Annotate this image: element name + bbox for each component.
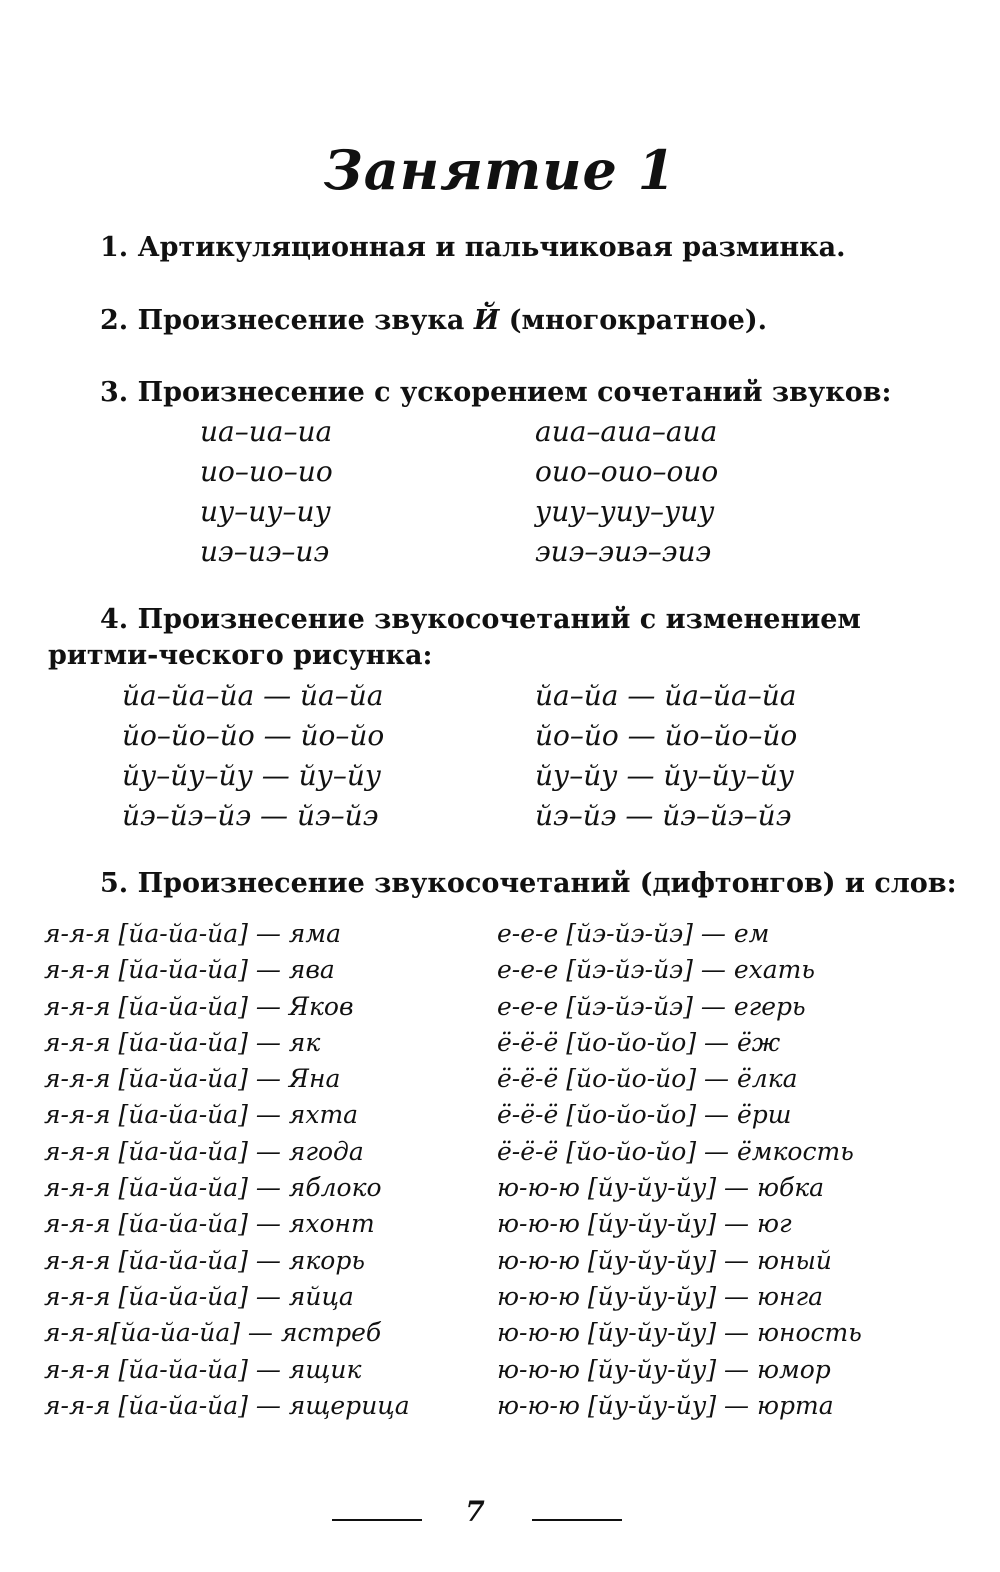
list-item: эиэ–эиэ–эиэ <box>535 535 712 568</box>
list-item: е-е-е [йэ-йэ-йэ] — егерь <box>497 991 806 1021</box>
sound-letter: Й <box>473 305 500 336</box>
list-item: йа–йа — йа–йа–йа <box>535 679 797 712</box>
page-number: 7 <box>465 1495 485 1528</box>
list-item: ю-ю-ю [йу-йу-йу] — юбка <box>497 1173 825 1203</box>
list-item: ё-ё-ё [йо-йо-йо] — ёлка <box>497 1064 798 1094</box>
section-4-heading <box>48 602 918 674</box>
list-item: я-я-я [йа-йа-йа] — яйца <box>44 1281 354 1311</box>
section-number: 4. <box>100 604 129 635</box>
list-item: йа–йа–йа — йа–йа <box>122 679 384 712</box>
list-item: ю-ю-ю [йу-йу-йу] — юнга <box>497 1281 823 1311</box>
section-5-right-column <box>497 916 862 1424</box>
list-item: я-я-я [йа-йа-йа] — ягода <box>44 1136 364 1166</box>
section-5-left-column <box>44 916 410 1424</box>
section-2-heading <box>100 303 767 339</box>
list-item: йу–йу — йу–йу–йу <box>535 759 795 792</box>
section-1-heading <box>100 230 846 266</box>
footer-rule-right <box>532 1519 622 1521</box>
page-title: Занятие 1 <box>323 138 677 202</box>
list-item: ю-ю-ю [йу-йу-йу] — юмор <box>497 1354 831 1384</box>
list-item: ио–ио–ио <box>200 455 333 488</box>
section-3-left-column <box>200 412 333 572</box>
list-item: ю-ю-ю [йу-йу-йу] — юный <box>497 1245 832 1275</box>
list-item: я-я-я [йа-йа-йа] — як <box>44 1027 321 1057</box>
list-item: йэ–йэ–йэ — йэ–йэ <box>122 799 379 832</box>
section-3-right-column <box>535 412 718 572</box>
footer-rule-left <box>332 1519 422 1521</box>
list-item: оио–оио–оио <box>535 455 719 488</box>
list-item: ю-ю-ю [йу-йу-йу] — юг <box>497 1209 792 1239</box>
section-number: 5. <box>100 868 129 899</box>
list-item: я-я-я [йа-йа-йа] — ява <box>44 955 335 985</box>
list-item: иа–иа–иа <box>200 415 333 448</box>
list-item: йо–йо–йо — йо–йо <box>122 719 385 752</box>
list-item: я-я-я [йа-йа-йа] — ящик <box>44 1354 362 1384</box>
list-item: иэ–иэ–иэ <box>200 535 330 568</box>
list-item: иу–иу–иу <box>200 495 331 528</box>
list-item: я-я-я [йа-йа-йа] — Яна <box>44 1064 341 1094</box>
list-item: йу–йу–йу — йу–йу <box>122 759 382 792</box>
section-number: 1. <box>100 232 129 263</box>
list-item: я-я-я [йа-йа-йа] — яма <box>44 919 341 948</box>
list-item: я-я-я [йа-йа-йа] — Яков <box>44 991 354 1021</box>
section-text: Произнесение с ускорением сочетаний звуков: <box>137 377 892 408</box>
list-item: йэ–йэ — йэ–йэ–йэ <box>535 799 792 832</box>
list-item: ю-ю-ю [йу-йу-йу] — юность <box>497 1318 862 1348</box>
section-4-right-column <box>535 676 797 836</box>
list-item: уиу–уиу–уиу <box>535 495 715 528</box>
section-3-heading <box>100 375 891 411</box>
section-number: 3. <box>100 377 129 408</box>
section-number: 2. <box>100 305 129 336</box>
list-item: я-я-я [йа-йа-йа] — яблоко <box>44 1173 382 1203</box>
section-5-heading <box>100 866 957 902</box>
section-text: Произнесение звука <box>137 305 474 336</box>
section-text: Артикуляционная и пальчиковая разминка. <box>137 232 846 263</box>
list-item: я-я-я [йа-йа-йа] — яхонт <box>44 1209 375 1239</box>
section-text: Произнесение звукосочетаний с изменением ритми-ческого рисунка: <box>48 604 861 671</box>
list-item: я-я-я[йа-йа-йа] — ястреб <box>44 1318 382 1348</box>
section-text: Произнесение звукосочетаний (дифтонгов) и слов: <box>137 868 957 899</box>
list-item: я-я-я [йа-йа-йа] — якорь <box>44 1245 365 1275</box>
list-item: ё-ё-ё [йо-йо-йо] — ёмкость <box>497 1136 854 1166</box>
list-item: я-я-я [йа-йа-йа] — яхта <box>44 1100 359 1130</box>
page-footer <box>0 1495 1000 1535</box>
list-item: е-е-е [йэ-йэ-йэ] — ем <box>497 919 770 948</box>
section-4-left-column <box>122 676 384 836</box>
list-item: е-е-е [йэ-йэ-йэ] — ехать <box>497 955 815 985</box>
section-text-end: (многократное). <box>499 305 768 336</box>
list-item: ю-ю-ю [йу-йу-йу] — юрта <box>497 1390 834 1420</box>
list-item: ё-ё-ё [йо-йо-йо] — ёж <box>497 1027 781 1057</box>
list-item: аиа–аиа–аиа <box>535 415 718 448</box>
list-item: я-я-я [йа-йа-йа] — ящерица <box>44 1390 410 1420</box>
list-item: ё-ё-ё [йо-йо-йо] — ёрш <box>497 1100 792 1130</box>
list-item: йо–йо — йо–йо–йо <box>535 719 798 752</box>
